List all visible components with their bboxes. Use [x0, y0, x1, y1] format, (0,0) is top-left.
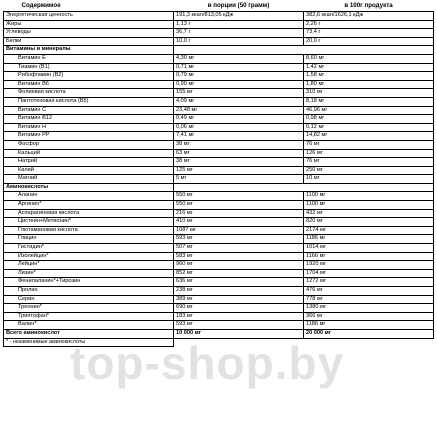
- table-body: [4, 12, 434, 347]
- row-per-100g: 1014 мг: [304, 244, 434, 253]
- row-per-serving: 0,90 мг: [174, 80, 304, 89]
- row-per-100g: 366 мг: [304, 312, 434, 321]
- table-row: [4, 209, 434, 218]
- row-per-100g: 126 мг: [304, 149, 434, 158]
- row-label: Пантотеновая кислота (В5): [4, 97, 174, 106]
- table-row: [4, 287, 434, 296]
- row-per-100g: 14,82 мг: [304, 132, 434, 141]
- row-label: Энергетическая ценность: [4, 12, 174, 21]
- row-per-serving: 63 мг: [174, 149, 304, 158]
- row-per-serving: 4,30 мг: [174, 54, 304, 63]
- row-label: Лизин*: [4, 269, 174, 278]
- row-per-serving: 7,41 мг: [174, 132, 304, 141]
- row-label: Изолейцин*: [4, 252, 174, 261]
- table-row: [4, 158, 434, 167]
- row-per-serving: 36,7 г: [174, 29, 304, 38]
- table-header-row: [4, 1, 434, 12]
- row-per-100g: 1100 мг: [304, 192, 434, 201]
- row-per-serving: 0,71 мг: [174, 63, 304, 72]
- row-per-serving: 0,06 мг: [174, 123, 304, 132]
- row-per-serving: 4,09 мг: [174, 97, 304, 106]
- row-per-serving: 550 мг: [174, 192, 304, 201]
- table-row: [4, 89, 434, 98]
- row-per-100g: 1,58 мг: [304, 72, 434, 81]
- row-label: Глютаминовая кислота: [4, 226, 174, 235]
- row-label: Фосфор: [4, 140, 174, 149]
- table-row: [4, 20, 434, 29]
- row-per-serving: 593 мг: [174, 321, 304, 330]
- table-row: [4, 149, 434, 158]
- table-row: [4, 175, 434, 184]
- row-label: Витамин Е: [4, 54, 174, 63]
- row-per-100g: 310 мг: [304, 89, 434, 98]
- total-row: [4, 329, 434, 338]
- row-label: Фенилаланин*+Тирозин: [4, 278, 174, 287]
- row-per-serving: 38 мг: [174, 158, 304, 167]
- row-per-serving: 38 мг: [174, 140, 304, 149]
- row-per-serving: 1,13 г: [174, 20, 304, 29]
- row-per-100g: 1704 мг: [304, 269, 434, 278]
- row-label: Фолиевая кислота: [4, 89, 174, 98]
- table-row: [4, 244, 434, 253]
- row-label: Глицин: [4, 235, 174, 244]
- watermark-text: top-shop.by: [70, 337, 345, 389]
- row-per-100g: 1380 мг: [304, 304, 434, 313]
- row-label: Тиамин (В1): [4, 63, 174, 72]
- row-per-serving: 593 мг: [174, 235, 304, 244]
- table-row: [4, 226, 434, 235]
- table-row: [4, 140, 434, 149]
- row-per-100g: 73,4 г: [304, 29, 434, 38]
- row-per-serving: 238 мг: [174, 287, 304, 296]
- table-row: [4, 63, 434, 72]
- row-per-serving: 389 мг: [174, 295, 304, 304]
- footnote-text: * - незаменимые аминокислоты: [4, 338, 174, 347]
- row-label: Белки: [4, 37, 174, 46]
- row-per-100g: 2,26 г: [304, 20, 434, 29]
- row-label: Кальций: [4, 149, 174, 158]
- section-title: Витамины и минералы: [4, 46, 174, 55]
- row-label: Жиры: [4, 20, 174, 29]
- row-per-100g: 1,42 мг: [304, 63, 434, 72]
- total-per-serving: 10 000 мг: [174, 329, 304, 338]
- row-per-100g: 476 мг: [304, 287, 434, 296]
- row-label: Углеводы: [4, 29, 174, 38]
- section-filler: [174, 46, 434, 55]
- header-contents: Содержимое: [21, 2, 61, 9]
- table-row: [4, 54, 434, 63]
- row-per-serving: 23,48 мг: [174, 106, 304, 115]
- row-per-100g: 1920 мг: [304, 261, 434, 270]
- row-label: Триптофан*: [4, 312, 174, 321]
- row-per-100g: 0,12 мг: [304, 123, 434, 132]
- row-per-100g: 0,98 мг: [304, 115, 434, 124]
- row-per-serving: 5 мг: [174, 175, 304, 184]
- row-per-100g: 76 мг: [304, 158, 434, 167]
- row-label: Цистеин+Метионин*: [4, 218, 174, 227]
- row-per-100g: 250 мг: [304, 166, 434, 175]
- footnote-row: [4, 338, 434, 347]
- table-row: [4, 115, 434, 124]
- table-row: [4, 312, 434, 321]
- row-per-100g: 820 мг: [304, 218, 434, 227]
- row-per-serving: 410 мг: [174, 218, 304, 227]
- row-label: Лейцин*: [4, 261, 174, 270]
- row-per-100g: 20,0 г: [304, 37, 434, 46]
- row-per-100g: 1186 мг: [304, 321, 434, 330]
- row-per-100g: 432 мг: [304, 209, 434, 218]
- row-per-serving: 852 мг: [174, 269, 304, 278]
- total-per-100g: 20 000 мг: [304, 329, 434, 338]
- row-per-serving: 183 мг: [174, 312, 304, 321]
- row-per-100g: 8,18 мг: [304, 97, 434, 106]
- row-per-100g: 8,60 мг: [304, 54, 434, 63]
- row-per-serving: 216 мг: [174, 209, 304, 218]
- row-label: Треонин*: [4, 304, 174, 313]
- table-row: [4, 192, 434, 201]
- row-per-serving: 550 мг: [174, 201, 304, 210]
- row-label: Калий: [4, 166, 174, 175]
- row-per-100g: 2174 мг: [304, 226, 434, 235]
- row-per-serving: 960 мг: [174, 261, 304, 270]
- row-per-100g: 1272 мг: [304, 278, 434, 287]
- table-row: [4, 12, 434, 21]
- nutrition-table: [3, 1, 434, 347]
- table-row: [4, 304, 434, 313]
- row-per-serving: 155 мг: [174, 89, 304, 98]
- row-per-serving: 10,0 г: [174, 37, 304, 46]
- row-label: Пролин: [4, 287, 174, 296]
- row-label: Витамин С: [4, 106, 174, 115]
- row-per-serving: 0,79 мг: [174, 72, 304, 81]
- row-label: Витамин Н: [4, 123, 174, 132]
- table-row: [4, 201, 434, 210]
- row-per-serving: 191,3 ккал/813,05 кДж: [174, 12, 304, 21]
- row-label: Серин: [4, 295, 174, 304]
- row-per-serving: 125 мг: [174, 166, 304, 175]
- table-row: [4, 29, 434, 38]
- row-label: Аланин: [4, 192, 174, 201]
- row-label: Аргинин*: [4, 201, 174, 210]
- section-header-row: [4, 183, 434, 192]
- table-row: [4, 261, 434, 270]
- row-per-serving: 0,49 мг: [174, 115, 304, 124]
- table-row: [4, 269, 434, 278]
- row-label: Витамин РР: [4, 132, 174, 141]
- row-label: Натрий: [4, 158, 174, 167]
- table-row: [4, 321, 434, 330]
- nutrition-facts-sheet: [3, 1, 433, 347]
- row-label: Валин*: [4, 321, 174, 330]
- row-label: Магний: [4, 175, 174, 184]
- row-per-serving: 636 мг: [174, 278, 304, 287]
- row-per-100g: 46,96 мг: [304, 106, 434, 115]
- row-per-100g: 1166 мг: [304, 252, 434, 261]
- table-row: [4, 218, 434, 227]
- row-per-100g: 1,80 мг: [304, 80, 434, 89]
- row-per-serving: 583 мг: [174, 252, 304, 261]
- table-row: [4, 295, 434, 304]
- row-label: Аспарагиновая кислота: [4, 209, 174, 218]
- table-row: [4, 37, 434, 46]
- row-label: Гистидин*: [4, 244, 174, 253]
- row-per-100g: 1186 мг: [304, 235, 434, 244]
- header-per-serving: в порции (50 грамм): [207, 2, 270, 9]
- table-row: [4, 123, 434, 132]
- header-per-100g: в 100г продукта: [344, 2, 393, 9]
- table-row: [4, 252, 434, 261]
- section-title: Аминокислоты: [4, 183, 174, 192]
- row-per-100g: 10 мг: [304, 175, 434, 184]
- section-filler: [174, 183, 434, 192]
- table-row: [4, 278, 434, 287]
- row-per-100g: 1100 мг: [304, 201, 434, 210]
- row-label: Витамин В12: [4, 115, 174, 124]
- row-label: Витамин В6: [4, 80, 174, 89]
- table-row: [4, 235, 434, 244]
- row-per-100g: 76 мг: [304, 140, 434, 149]
- table-row: [4, 106, 434, 115]
- total-label: Всего аминокислот: [4, 329, 174, 338]
- table-row: [4, 132, 434, 141]
- row-per-serving: 507 мг: [174, 244, 304, 253]
- table-row: [4, 97, 434, 106]
- row-per-100g: 382,6 ккал/1626,1 кДж: [304, 12, 434, 21]
- row-per-serving: 690 мг: [174, 304, 304, 313]
- section-header-row: [4, 46, 434, 55]
- table-row: [4, 72, 434, 81]
- row-per-100g: 778 мг: [304, 295, 434, 304]
- table-row: [4, 166, 434, 175]
- row-per-serving: 1087 мг: [174, 226, 304, 235]
- row-label: Рибофлавин (В2): [4, 72, 174, 81]
- table-row: [4, 80, 434, 89]
